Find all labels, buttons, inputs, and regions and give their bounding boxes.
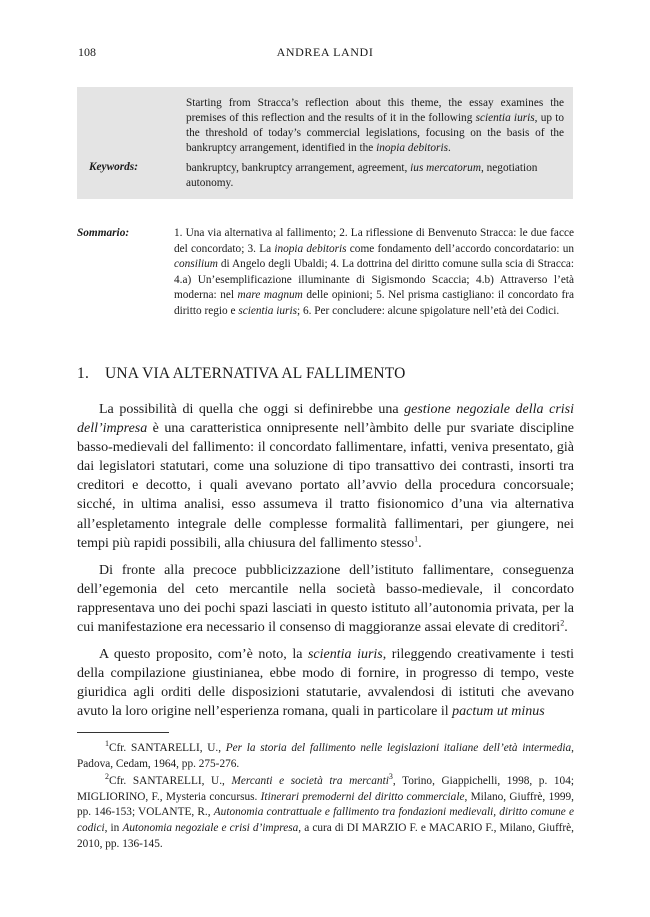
keywords-part-2: , negotiation autonomy. bbox=[186, 162, 538, 190]
footnote-divider bbox=[77, 732, 169, 733]
p1-italic: gestione negoziale della crisi dell’impresa bbox=[77, 402, 574, 437]
sommario-part-5: ; 6. Per concludere: alcune spigolature nell’età dei Codici. bbox=[297, 304, 560, 317]
fn2-italic-1: Mercanti e società tra mercanti bbox=[231, 775, 389, 788]
abstract-italic-1: scientia iuris bbox=[475, 112, 535, 125]
fn1-part-a: Cfr. SANTARELLI, U., bbox=[109, 742, 226, 754]
p1-part-a: La possibilità di quella che oggi si definirebbe una bbox=[99, 402, 405, 417]
fn2-italic-3: Autonomia contrattuale e fallimento tra fondazioni medievali, diritto comune e codici bbox=[77, 806, 574, 834]
sommario-part-4: delle opinioni; 5. Nel prisma castigliano: il concordato fra diritto regio e bbox=[174, 289, 574, 317]
abstract-box bbox=[77, 87, 573, 199]
footnote-ref-1[interactable]: 1 bbox=[414, 534, 419, 543]
fn1-italic: Per la storia del fallimento nelle legislazioni italiane dell’età intermedia bbox=[225, 742, 572, 754]
footnote-ref-2[interactable]: 2 bbox=[560, 618, 565, 628]
sommario-italic-4: scientia iuris bbox=[238, 304, 297, 317]
fn2-italic-4: Autonomia negoziale e crisi d’impresa bbox=[122, 821, 299, 834]
sommario-part-3: di Angelo degli Ubaldi; 4. La dottrina del diritto comune sulla scia di Stracca: 4.a) Un’esemplificazione illuminante di Sigismondo Scaccia; 4.b) Attraverso l’età moderna: nel bbox=[174, 258, 574, 302]
section-heading bbox=[77, 365, 406, 383]
sommario-text bbox=[174, 226, 574, 320]
footnote-2: 2Cfr. SANTARELLI, U., Mercanti e società tra mercanti$^3$, Torino, Giappichelli, 1998, p. 104; MIGLIORINO, F., Mysteria concursus. Itinerari premoderni del diritto commerciale, Milano, Giuffrè, 1999, pp. 146-153; VOLANTE, R., Autonomia contrattuale e fallimento tra fondazioni medievali, diritto comune e codici, in Autonomia negoziale e crisi d’impresa, a cura di DI MARZIO F. e MACARIO F., Milano, Giuffrè, 2010, pp. 136-145. bbox=[77, 772, 574, 850]
body-paragraph-2 bbox=[77, 561, 574, 637]
sommario-italic-1: inopia debitoris bbox=[274, 242, 347, 255]
fn2-part-e: , a cura di DI MARZIO F. e MACARIO F., Milano, Giuffrè, 2010, pp. 136-145. bbox=[77, 821, 574, 850]
footnote-1: 1Cfr. SANTARELLI, U., Per la storia del fallimento nelle legislazioni italiane dell’età intermedia, Padova, Cedam, 1964, pp. 275-276. bbox=[77, 739, 574, 770]
keywords-part-1: bankruptcy, bankruptcy arrangement, agreement, bbox=[186, 162, 411, 174]
p3-part-a: A questo proposito, com’è noto, la bbox=[99, 647, 308, 663]
page-number: 108 bbox=[78, 45, 96, 59]
sommario-part-1: 1. Una via alternativa al fallimento; 2. La riflessione di Benvenuto Stracca: le due facce del concordato; 3. La bbox=[174, 227, 574, 255]
p1-end: . bbox=[418, 535, 422, 551]
fn2-part-c: , Milano, Giuffrè, 1999, pp. 146-153; VOLANTE, R., bbox=[77, 790, 574, 819]
footnotes bbox=[77, 741, 574, 854]
sommario-part-2: come fondamento dell’accordo concordatario: un bbox=[346, 242, 574, 255]
p1-part-b: è una caratteristica onnipresente nell’àmbito delle pur svariate discipline basso-medievali del fallimento: il concordato fallimentare, infatti, veniva presentato, già dai legislatori statutari, come una soluzione di tipo transattivo dei contrasti, insorti tra creditori e decotto, i quali avevano portato all’avvio della procedura concorsuale; sicché, in ultima analisi, esso assumeva il tratto fisionomico d’una via alternativa all’espletamento integrale delle complesse formalità fallimentari, per giungere, nei tempi più rapidi possibili, alla chiusura del fallimento stesso bbox=[77, 421, 574, 551]
p2-text: Di fronte alla precoce pubblicizzazione dell’istituto fallimentare, conseguenza dell’egemonia del ceto mercantile nella società basso-medievale, il concordato rappresentava uno dei pochi spazi lasciati in questo istituto all’autonomia privata, per la cui manifestazione era necessario il consenso di maggioranze assai elevate di creditori bbox=[77, 562, 574, 636]
p3-italic-1: scientia iuris bbox=[307, 647, 383, 663]
p3-part-b: , rileggendo creativamente i testi della compilazione giustinianea, ebbe modo di fornire, in progresso di tempo, veste giuridica agli orditi delle disposizioni statutarie, avvalendosi di istituti che avevano avuto la loro origine nell’esperienza romana, quali in particolare il bbox=[77, 647, 574, 720]
fn2-part-a: Cfr. SANTARELLI, U., bbox=[109, 775, 232, 788]
keywords-text bbox=[186, 161, 564, 191]
abstract-text bbox=[186, 96, 564, 156]
body-text bbox=[77, 400, 574, 730]
abstract-part-2: , up to the threshold of today’s commercial legislations, focusing on the basis of the bankruptcy arrangement, identified in the bbox=[186, 112, 564, 155]
section-number: 1. bbox=[77, 365, 90, 382]
abstract-part-1: Starting from Stracca’s reflection about this theme, the essay examines the premises of this reflection and the results of it in the following bbox=[186, 97, 564, 125]
sommario-italic-2: consilium bbox=[174, 258, 218, 271]
abstract-part-3: . bbox=[447, 142, 451, 155]
sommario-italic-3: mare magnum bbox=[237, 289, 303, 302]
fn2-part-b: , Torino, Giappichelli, 1998, p. 104; MIGLIORINO, F., Mysteria concursus. bbox=[77, 775, 574, 803]
sommario-label: Sommario: bbox=[77, 227, 130, 239]
body-paragraph-3 bbox=[77, 645, 574, 721]
fn2-part-d: , in bbox=[104, 821, 123, 834]
keywords-italic: ius mercatorum bbox=[410, 162, 481, 174]
keywords-label: Keywords: bbox=[89, 161, 138, 173]
p2-end: . bbox=[564, 620, 568, 636]
fn1-part-b: , Padova, Cedam, 1964, pp. 275-276. bbox=[77, 742, 574, 770]
body-paragraph-1 bbox=[77, 400, 574, 553]
p3-italic-2: pactum ut minus bbox=[452, 704, 545, 720]
section-title: UNA VIA ALTERNATIVA AL FALLIMENTO bbox=[105, 365, 406, 382]
running-head: ANDREA LANDI bbox=[276, 45, 374, 59]
fn2-italic-2: Itinerari premoderni del diritto commerciale bbox=[260, 790, 465, 803]
abstract-italic-2: inopia debitoris bbox=[376, 142, 448, 155]
fn2-edition-sup: 3 bbox=[388, 772, 393, 782]
